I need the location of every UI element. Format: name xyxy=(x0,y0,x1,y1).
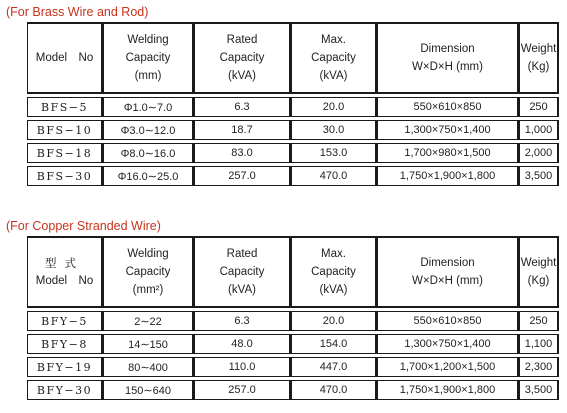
cell-rated: 6.3 xyxy=(194,97,291,117)
table-row xyxy=(27,120,559,140)
header-weight: Weight (Kg) xyxy=(519,22,559,94)
cell-dimension: 1,700×980×1,500 xyxy=(377,143,519,163)
copper-spec-table xyxy=(27,233,559,403)
cell-welding: 150∼640 xyxy=(103,380,194,400)
cell-dimension: 550×610×850 xyxy=(377,97,519,117)
header-rated-capacity: Rated Capacity (kVA) xyxy=(194,22,291,94)
cell-rated: 48.0 xyxy=(194,334,291,354)
header-rated-capacity: Rated Capacity (kVA) xyxy=(194,236,291,308)
table-row xyxy=(27,166,559,186)
table-header-row xyxy=(27,22,559,94)
cell-welding: 14∼150 xyxy=(103,334,194,354)
cell-rated: 257.0 xyxy=(194,380,291,400)
cell-weight: 1,000 xyxy=(519,120,559,140)
header-weight: Weight (Kg) xyxy=(519,236,559,308)
table-row xyxy=(27,143,559,163)
table-header-row xyxy=(27,236,559,308)
cell-dimension: 1,300×750×1,400 xyxy=(377,334,519,354)
cell-max: 30.0 xyxy=(291,120,377,140)
cell-model: BFS−10 xyxy=(27,120,103,140)
cell-dimension: 1,750×1,900×1,800 xyxy=(377,380,519,400)
cell-model: BFY−19 xyxy=(27,357,103,377)
cell-model: BFY−8 xyxy=(27,334,103,354)
cell-welding: 80∼400 xyxy=(103,357,194,377)
brass-spec-table xyxy=(27,19,559,189)
table-row xyxy=(27,97,559,117)
cell-weight: 3,500 xyxy=(519,380,559,400)
cell-welding: Φ8.0∼16.0 xyxy=(103,143,194,163)
cell-welding: Φ3.0∼12.0 xyxy=(103,120,194,140)
copper-section-title: (For Copper Stranded Wire) xyxy=(6,219,161,233)
cell-model: BFY−30 xyxy=(27,380,103,400)
cell-max: 20.0 xyxy=(291,311,377,331)
cell-weight: 1,100 xyxy=(519,334,559,354)
cell-max: 20.0 xyxy=(291,97,377,117)
cell-weight: 250 xyxy=(519,311,559,331)
header-welding-capacity: Welding Capacity (mm) xyxy=(103,22,194,94)
cell-max: 154.0 xyxy=(291,334,377,354)
cell-max: 153.0 xyxy=(291,143,377,163)
cell-rated: 257.0 xyxy=(194,166,291,186)
header-max-capacity: Max. Capacity (kVA) xyxy=(291,236,377,308)
cell-model: BFY−5 xyxy=(27,311,103,331)
cell-rated: 83.0 xyxy=(194,143,291,163)
table-row xyxy=(27,311,559,331)
cell-rated: 6.3 xyxy=(194,311,291,331)
cell-rated: 110.0 xyxy=(194,357,291,377)
table-row xyxy=(27,380,559,400)
header-model: Model No xyxy=(27,22,103,94)
cell-max: 470.0 xyxy=(291,380,377,400)
cell-dimension: 550×610×850 xyxy=(377,311,519,331)
cell-weight: 250 xyxy=(519,97,559,117)
cell-weight: 3,500 xyxy=(519,166,559,186)
cell-dimension: 1,700×1,200×1,500 xyxy=(377,357,519,377)
cell-rated: 18.7 xyxy=(194,120,291,140)
cell-weight: 2,000 xyxy=(519,143,559,163)
cell-welding: 2∼22 xyxy=(103,311,194,331)
cell-dimension: 1,300×750×1,400 xyxy=(377,120,519,140)
cell-welding: Φ16.0∼25.0 xyxy=(103,166,194,186)
header-max-capacity: Max. Capacity (kVA) xyxy=(291,22,377,94)
header-dimension: Dimension W×D×H (mm) xyxy=(377,22,519,94)
cell-model: BFS−5 xyxy=(27,97,103,117)
cell-model: BFS−18 xyxy=(27,143,103,163)
header-model: 型式 Model No xyxy=(27,236,103,308)
cell-dimension: 1,750×1,900×1,800 xyxy=(377,166,519,186)
cell-max: 447.0 xyxy=(291,357,377,377)
header-welding-capacity: Welding Capacity (mm²) xyxy=(103,236,194,308)
table-row xyxy=(27,357,559,377)
table-row xyxy=(27,334,559,354)
cell-max: 470.0 xyxy=(291,166,377,186)
cell-model: BFS−30 xyxy=(27,166,103,186)
cell-welding: Φ1.0∼7.0 xyxy=(103,97,194,117)
brass-section-title: (For Brass Wire and Rod) xyxy=(6,5,149,19)
header-dimension: Dimension W×D×H (mm) xyxy=(377,236,519,308)
cell-weight: 2,300 xyxy=(519,357,559,377)
